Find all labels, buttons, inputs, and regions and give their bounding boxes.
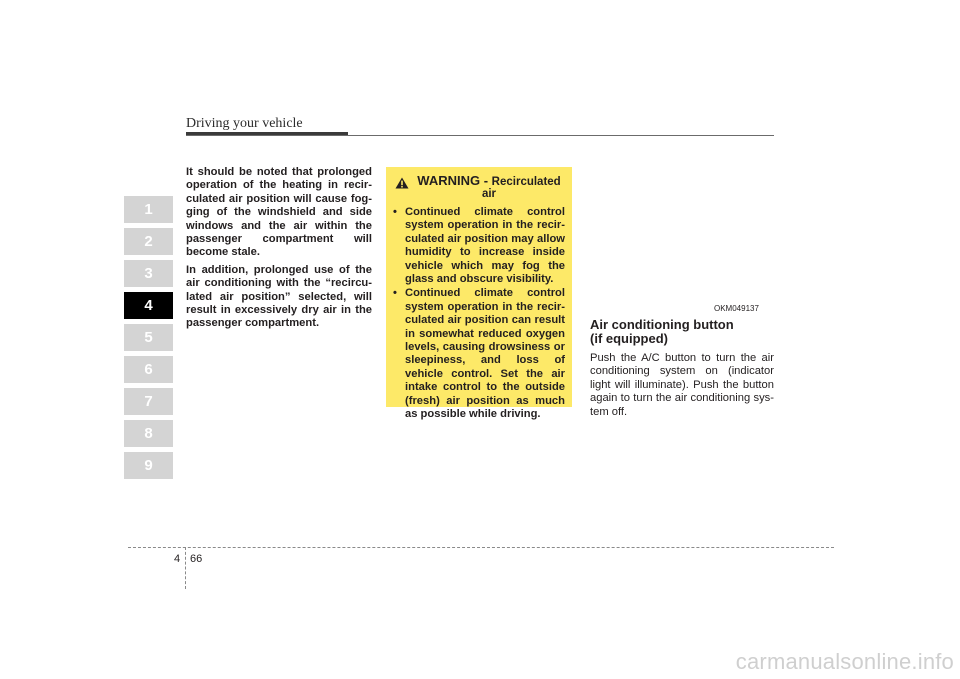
warning-title — [413, 175, 565, 200]
chapter-tab-5[interactable]: 5 — [124, 324, 173, 351]
watermark: carmanualsonline.info — [735, 649, 954, 674]
warning-title-word: WARNING - — [417, 173, 492, 188]
heading-line-1: Air conditioning button — [590, 317, 734, 332]
figure-code: OKM049137 — [714, 304, 759, 313]
page-number: 66 — [190, 553, 203, 565]
ac-button-heading — [590, 318, 774, 346]
section-title: Driving your vehicle — [186, 116, 303, 131]
chapter-tab-7[interactable]: 7 — [124, 388, 173, 415]
warning-triangle-icon — [395, 177, 409, 189]
warning-item-1 — [393, 206, 565, 286]
header-rule — [186, 135, 774, 136]
left-paragraph-2: In addition, prolonged use of the air conditioning with the “recirculated air position” selected, will result in excessively dry air in the passenger compartment. — [186, 263, 372, 330]
warning-item-text: Continued climate control system operation in the recirculated air position can result in somewhat reduced oxygen levels, causing drowsiness or sleepiness, and loss of vehicle control. Set the air intake control to the outside (fresh) air position as much as possible while driving. — [405, 287, 565, 421]
warning-item-text: Continued climate control system operation in the recirculated air position may allow humidity to increase inside vehicle which may fog the glass and obscure visibility. — [405, 206, 565, 286]
chapter-tab-6[interactable]: 6 — [124, 356, 173, 383]
left-paragraph-1: It should be noted that prolonged operation of the heating in recirculated air position will cause fogging of the windshield and side windows and the air within the passenger compartment will become stale. — [186, 166, 372, 259]
warning-box — [386, 167, 572, 421]
chapter-tab-8[interactable]: 8 — [124, 420, 173, 447]
chapter-tab-3[interactable]: 3 — [124, 260, 173, 287]
footer-divider — [185, 547, 186, 589]
right-column — [590, 318, 774, 419]
warning-subtitle: Recirculated air — [481, 176, 561, 200]
heading-line-2: (if equipped) — [590, 331, 668, 346]
footer-rule — [128, 547, 834, 548]
page-chapter-number: 4 — [174, 553, 181, 565]
bullet: • — [393, 287, 397, 300]
chapter-tab-1[interactable]: 1 — [124, 196, 173, 223]
warning-list — [393, 206, 565, 422]
ac-button-description: Push the A/C button to turn the air conditioning system on (indicator light will illuminate). Push the button again to turn the air conditioning system off. — [590, 352, 774, 418]
warning-item-2 — [393, 287, 565, 421]
chapter-tabs — [124, 196, 173, 484]
chapter-tab-2[interactable]: 2 — [124, 228, 173, 255]
left-column — [186, 166, 372, 335]
chapter-tab-9[interactable]: 9 — [124, 452, 173, 479]
chapter-tab-4[interactable]: 4 — [124, 292, 173, 319]
bullet: • — [393, 206, 397, 218]
warning-header — [393, 175, 565, 200]
